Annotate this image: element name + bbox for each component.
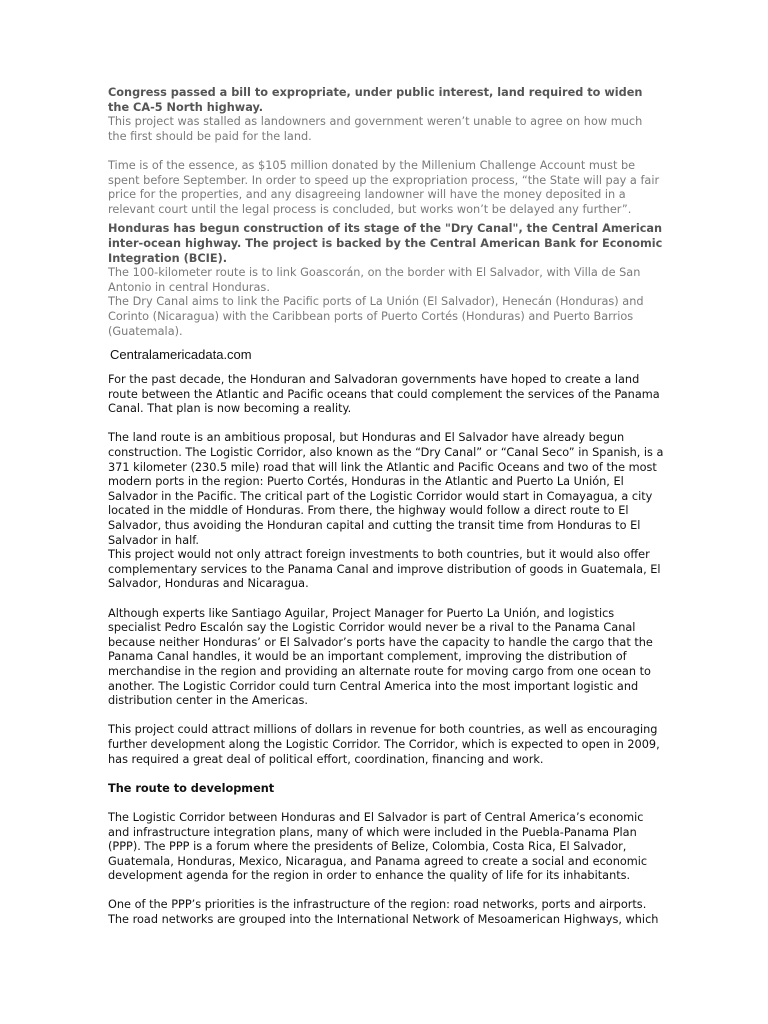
article-paragraph-3: This project would not only attract foreign investments to both countries, but it would also offer complementary services to the Panama Canal and improve distribution of goods in Guatemala, El Salvador, Honduras and Nicaragua.: [108, 548, 661, 591]
headline-dry-canal: Honduras has begun construction of its stage of the "Dry Canal", the Central American inter-ocean highway. The project is backed by the Central American Bank for Economic Integration (BCIE).: [108, 222, 663, 265]
source-label: Centralamericadata.com: [110, 347, 252, 363]
article-paragraph-6: The Logistic Corridor between Honduras and El Salvador is part of Central America’s economic and infrastructure integration plans, many of which were included in the Puebla-Panama Plan (PPP). The PPP is a forum where the presidents of Belize, Colombia, Costa Rica, El Salvador, Guatemala, Honduras, Mexico, Nicaragua, and Panama agreed to create a social and economic development agenda for the region in order to enhance the quality of life for its inhabitants.: [108, 810, 648, 883]
intro-paragraph-3: The 100-kilometer route is to link Goascorán, on the border with El Salvador, with Villa de San Antonio in central Honduras.: [108, 266, 641, 294]
document-page: [108, 86, 664, 928]
intro-paragraph-4: The Dry Canal aims to link the Pacific ports of La Unión (El Salvador), Henecán (Honduras) and Corinto (Nicaragua) with the Caribbean ports of Puerto Cortés (Honduras) and Puerto Barrios (Guatemala).: [108, 295, 644, 338]
article-paragraph-4: Although experts like Santiago Aguilar, Project Manager for Puerto La Unión, and logistics specialist Pedro Escalón say the Logistic Corridor would never be a rival to the Panama Canal because neither Honduras’ or El Salvador’s ports have the capacity to handle the cargo that the Panama Canal handles, it would be an important complement, improving the distribution of merchandise in the region and providing an alternate route for moving cargo from one ocean to another. The Logistic Corridor could turn Central America into the most important logistic and distribution center in the Americas.: [108, 606, 653, 708]
intro-paragraph-2: Time is of the essence, as $105 million donated by the Millenium Challenge Account must be spent before September. In order to speed up the expropriation process, “the State will pay a fair price for the properties, and any disagreeing landowner will have the money deposited in a relevant court until the legal process is concluded, but works won’t be delayed any further”.: [108, 158, 660, 216]
article-paragraph-1: For the past decade, the Honduran and Salvadoran governments have hoped to create a land route between the Atlantic and Pacific oceans that could complement the services of the Panama Canal. That plan is now becoming a reality.: [108, 373, 660, 416]
section-heading: The route to development: [108, 781, 275, 795]
article-paragraph-5: This project could attract millions of dollars in revenue for both countries, as well as encouraging further development along the Logistic Corridor. The Corridor, which is expected to open in 2009, has required a great deal of political effort, coordination, financing and work.: [108, 723, 660, 766]
article-paragraph-7: One of the PPP’s priorities is the infrastructure of the region: road networks, ports and airports. The road networks are grouped into the International Network of Mesoamerican Highways, which: [108, 898, 659, 927]
headline-expropriation: Congress passed a bill to expropriate, under public interest, land required to widen the CA-5 North highway.: [108, 86, 643, 114]
article-paragraph-2: The land route is an ambitious proposal, but Honduras and El Salvador have already begun construction. The Logistic Corridor, also known as the “Dry Canal” or “Canal Seco” in Spanish, is a 371 kilometer (230.5 mile) road that will link the Atlantic and Pacific Oceans and two of the most modern ports in the region: Puerto Cortés, Honduras in the Atlantic and Puerto La Unión, El Salvador in the Pacific. The critical part of the Logistic Corridor would start in Comayagua, a city located in the middle of Honduras. From there, the highway would follow a direct route to El Salvador, thus avoiding the Honduran capital and cutting the transit time from Honduras to El Salvador in half.: [108, 431, 664, 547]
intro-paragraph-1: This project was stalled as landowners and government weren’t unable to agree on how much the first should be paid for the land.: [108, 115, 643, 143]
